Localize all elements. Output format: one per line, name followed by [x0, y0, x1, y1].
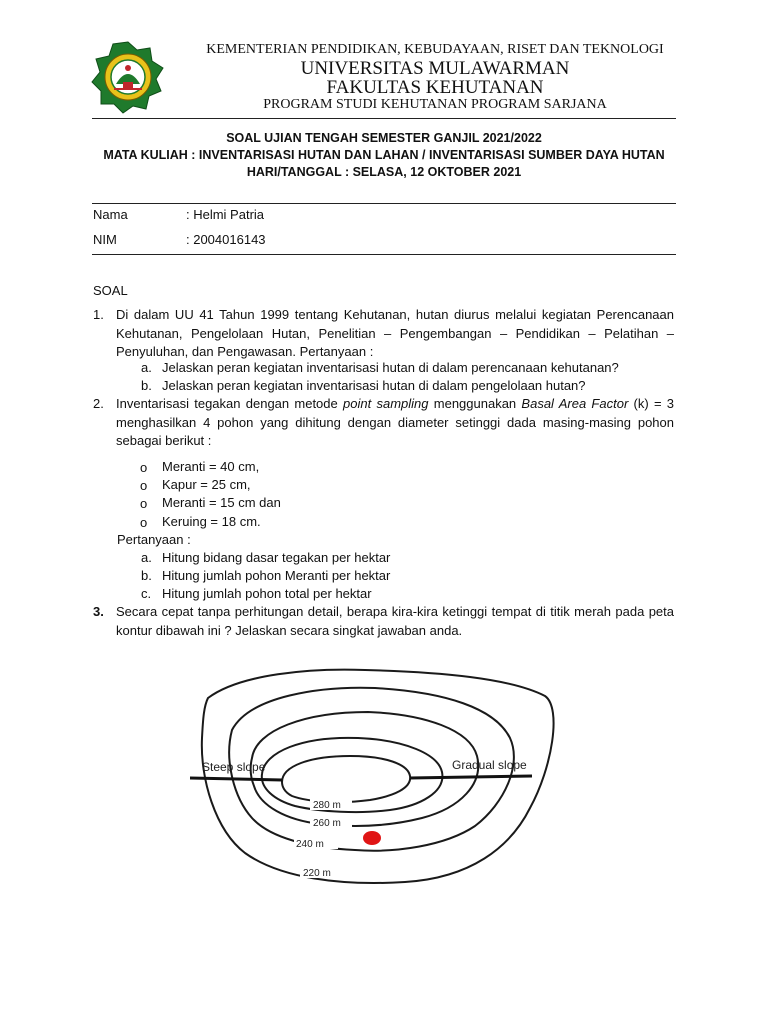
- q2-basal-area-factor: Basal Area Factor: [521, 396, 629, 411]
- student-bottom-rule: [92, 254, 676, 255]
- name-value: : Helmi Patria: [186, 207, 265, 222]
- label-280: 280 m: [313, 800, 341, 811]
- q2-number: 2.: [93, 396, 104, 411]
- q2-text: [116, 395, 674, 451]
- q1a-label: a.: [141, 360, 152, 375]
- q2-pertanyaan: Pertanyaan :: [117, 532, 191, 547]
- tree-bullet-1: o: [140, 460, 148, 475]
- tree-bullet-4: o: [140, 515, 148, 530]
- q2-text-part2: menggunakan: [428, 396, 522, 411]
- label-240: 240 m: [296, 839, 324, 850]
- contour-260: [251, 712, 479, 826]
- q2b-text: Hitung jumlah pohon Meranti per hektar: [162, 568, 391, 583]
- program-name: PROGRAM STUDI KEHUTANAN PROGRAM SARJANA: [263, 97, 607, 112]
- tree-bullet-3: o: [140, 496, 148, 511]
- q2-point-sampling: point sampling: [343, 396, 429, 411]
- red-point-marker: [363, 831, 381, 845]
- q2a-label: a.: [141, 550, 152, 565]
- tree-item-4: Keruing = 18 cm.: [162, 514, 261, 529]
- tree-item-3: Meranti = 15 cm dan: [162, 495, 281, 510]
- tree-item-1: Meranti = 40 cm,: [162, 459, 260, 474]
- q2-text-part1: Inventarisasi tegakan dengan metode: [116, 396, 344, 411]
- exam-title: SOAL UJIAN TENGAH SEMESTER GANJIL 2021/2022: [226, 131, 542, 145]
- q2c-label: c.: [141, 586, 152, 601]
- q2a-text: Hitung bidang dasar tegakan per hektar: [162, 550, 391, 565]
- q2c-text: Hitung jumlah pohon total per hektar: [162, 586, 372, 601]
- nim-value: : 2004016143: [186, 232, 266, 247]
- nim-label: NIM: [93, 232, 117, 247]
- label-260: 260 m: [313, 818, 341, 829]
- q1-number: 1.: [93, 307, 104, 322]
- label-220: 220 m: [303, 868, 331, 879]
- q2b-label: b.: [141, 568, 152, 583]
- faculty-name: FAKULTAS KEHUTANAN: [326, 77, 544, 98]
- tree-bullet-2: o: [140, 478, 148, 493]
- q3-number: 3.: [93, 604, 104, 619]
- ministry-name: KEMENTERIAN PENDIDIKAN, KEBUDAYAAN, RISET DAN TEKNOLOGI: [206, 42, 664, 57]
- q1-text: Di dalam UU 41 Tahun 1999 tentang Kehutanan, hutan diurus melalui kegiatan Perencanaan Kehutanan, Pengelolaan Hutan, Penelitian – Pengembangan – Pendidikan – Pelatihan – Penyuluhan, dan Pengawasan. Pertanyaan :: [116, 307, 674, 359]
- q2-text-part3: (k) = 3 menghasilkan 4 pohon yang dihitung dengan diameter setinggi dada masing-masing pohon sebagai berikut :: [116, 396, 675, 448]
- tree-item-2: Kapur = 25 cm,: [162, 477, 251, 492]
- q1b-label: b.: [141, 378, 152, 393]
- student-top-rule: [92, 203, 676, 204]
- contour-peak: [282, 756, 410, 802]
- soal-heading: SOAL: [93, 283, 128, 298]
- name-label: Nama: [93, 207, 128, 222]
- header-divider: [92, 118, 676, 119]
- exam-course: MATA KULIAH : INVENTARISASI HUTAN DAN LAHAN / INVENTARISASI SUMBER DAYA HUTAN: [103, 148, 665, 162]
- steep-slope-label: Steep slope: [202, 760, 266, 774]
- gradual-slope-label: Gradual slope: [452, 758, 527, 772]
- exam-date: HARI/TANGGAL : SELASA, 12 OKTOBER 2021: [246, 165, 522, 179]
- q1b-text: Jelaskan peran kegiatan inventarisasi hutan di dalam pengelolaan hutan?: [162, 378, 586, 393]
- contour-map: [190, 668, 558, 900]
- cross-section-line: [190, 776, 532, 780]
- q1a-text: Jelaskan peran kegiatan inventarisasi hutan di dalam perencanaan kehutanan?: [162, 360, 619, 375]
- q3-text: Secara cepat tanpa perhitungan detail, berapa kira-kira ketinggi tempat di titik merah pada peta kontur dibawah ini ? Jelaskan secara singkat jawaban anda.: [116, 604, 674, 638]
- university-name: UNIVERSITAS MULAWARMAN: [300, 58, 570, 79]
